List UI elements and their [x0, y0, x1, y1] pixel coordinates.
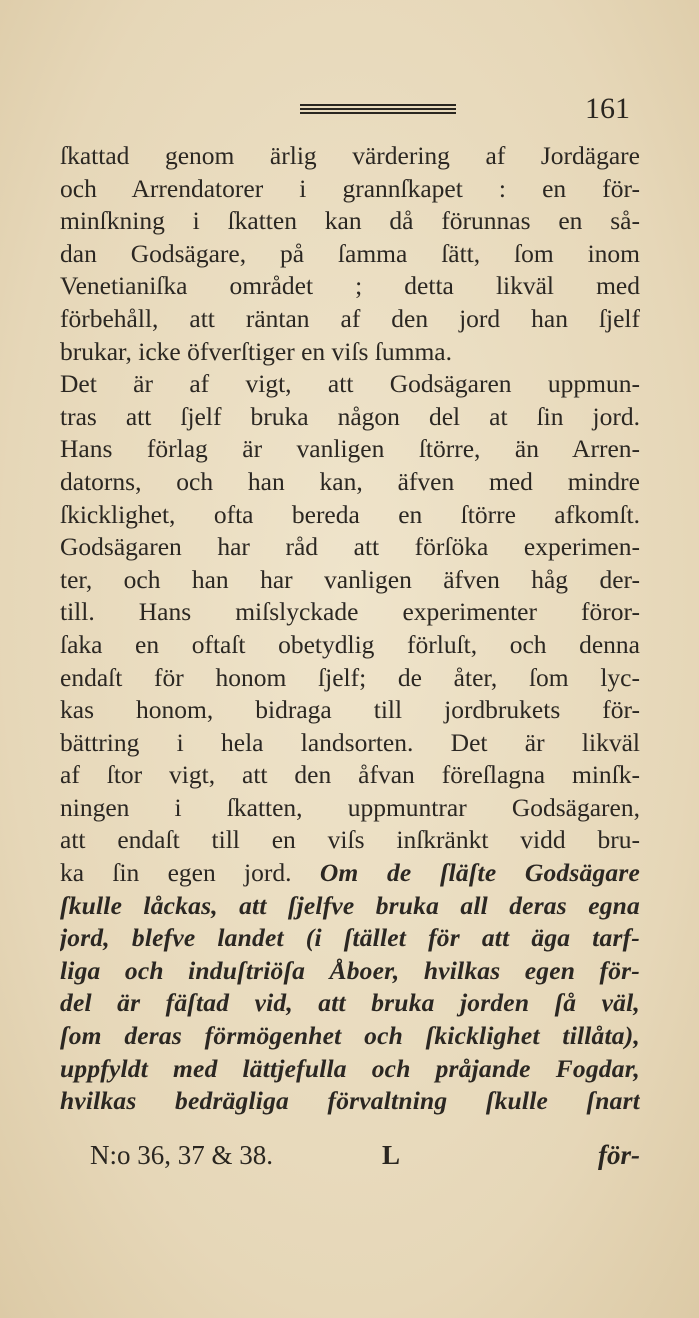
- text-line-content: minſkning i ſkatten kan då förunnas en så-: [60, 206, 640, 236]
- text-line: [60, 303, 640, 336]
- text-line: [60, 1020, 640, 1053]
- text-line-content: ka ſin egen jord.: [60, 858, 292, 888]
- text-line-content: del är fäſtad vid, att bruka jorden ſå väl,: [60, 988, 640, 1018]
- text-line-content: bättring i hela landsorten. Det är likväl: [60, 727, 640, 757]
- text-line-content: ningen i ſkatten, uppmuntrar Godsägaren,: [60, 792, 640, 822]
- page-footer: [60, 1140, 640, 1180]
- text-line-content: till. Hans miſslyckade experimenter föror-: [60, 597, 640, 627]
- text-line: [60, 987, 640, 1020]
- text-line: [60, 1053, 640, 1086]
- text-line: [60, 727, 640, 760]
- text-line: [60, 662, 640, 695]
- text-line-content: ſkulle låckas, att ſjelfve bruka all deras egna: [60, 890, 640, 920]
- text-line-content: ter, och han har vanligen äfven håg der-: [60, 564, 640, 594]
- text-line: [60, 368, 640, 401]
- text-line: [60, 173, 640, 206]
- body-text: [60, 140, 640, 1118]
- text-line: [60, 336, 640, 369]
- text-line-content: uppfyldt med lättjefulla och pråjande Fogdar,: [60, 1053, 640, 1083]
- text-line-content: jord, blefve landet (i ſtället för att äga tarf-: [60, 923, 640, 953]
- text-line: [60, 857, 640, 890]
- text-line-content: dan Godsägare, på ſamma ſätt, ſom inom: [60, 238, 640, 268]
- text-line: [60, 466, 640, 499]
- text-line: [60, 270, 640, 303]
- text-line: [60, 531, 640, 564]
- text-line: [60, 824, 640, 857]
- text-line: [60, 955, 640, 988]
- text-line-content: förbehåll, att räntan af den jord han ſjelf: [60, 303, 640, 333]
- text-line-content: af ſtor vigt, att den åfvan föreſlagna minſk-: [60, 760, 640, 790]
- text-line-italic-tail: Om de ſläſte Godsägare: [319, 858, 640, 888]
- text-line-content: Godsägaren har råd att förſöka experimen-: [60, 532, 640, 562]
- text-line-content: liga och induſtriöſa Åboer, hvilkas egen för-: [60, 955, 640, 985]
- text-line: [60, 792, 640, 825]
- text-line: [60, 401, 640, 434]
- signature-letter: L: [382, 1140, 401, 1170]
- page-header: [60, 92, 640, 132]
- text-line: [60, 596, 640, 629]
- text-line: [60, 433, 640, 466]
- text-line-content: ſkicklighet, ofta bereda en ſtörre afkomſt.: [60, 499, 640, 529]
- text-line: [60, 759, 640, 792]
- catchword: för-: [598, 1140, 640, 1170]
- text-line: [60, 238, 640, 271]
- text-line-content: datorns, och han kan, äfven med mindre: [60, 466, 640, 496]
- text-line: [60, 629, 640, 662]
- text-line-content: Hans förlag är vanligen ſtörre, än Arren-: [60, 434, 640, 464]
- text-line: [60, 564, 640, 597]
- text-line-content: brukar, icke öfverſtiger en viſs ſumma.: [60, 336, 452, 366]
- text-line-content: tras att ſjelf bruka någon del at ſin jord.: [60, 401, 640, 431]
- text-line: [60, 890, 640, 923]
- text-line-content: hvilkas bedrägliga förvaltning ſkulle ſnart: [60, 1086, 640, 1116]
- text-line-content: Venetianiſka området ; detta likväl med: [60, 271, 640, 301]
- text-line: [60, 922, 640, 955]
- text-line: [60, 205, 640, 238]
- text-line-content: kas honom, bidraga till jordbrukets för-: [60, 695, 640, 725]
- text-line-content: ſaka en oftaſt obetydlig förluſt, och denna: [60, 629, 640, 659]
- page-number: 161: [585, 92, 630, 125]
- text-line: [60, 140, 640, 173]
- text-line: [60, 1085, 640, 1118]
- header-rule: [300, 104, 456, 114]
- text-line-content: och Arrendatorer i grannſkapet : en för-: [60, 173, 640, 203]
- text-line-content: ſkattad genom ärlig värdering af Jordägare: [60, 141, 640, 170]
- text-line: [60, 499, 640, 532]
- signature-mark: N:o 36, 37 & 38.: [90, 1140, 274, 1170]
- text-line-content: att endaſt till en viſs inſkränkt vidd bru-: [60, 825, 640, 855]
- text-line-content: endaſt för honom ſjelf; de åter, ſom lyc-: [60, 662, 640, 692]
- text-line: [60, 694, 640, 727]
- text-line-content: Det är af vigt, att Godsägaren uppmun-: [60, 369, 640, 399]
- text-line-content: ſom deras förmögenhet och ſkicklighet tillåta),: [60, 1021, 640, 1051]
